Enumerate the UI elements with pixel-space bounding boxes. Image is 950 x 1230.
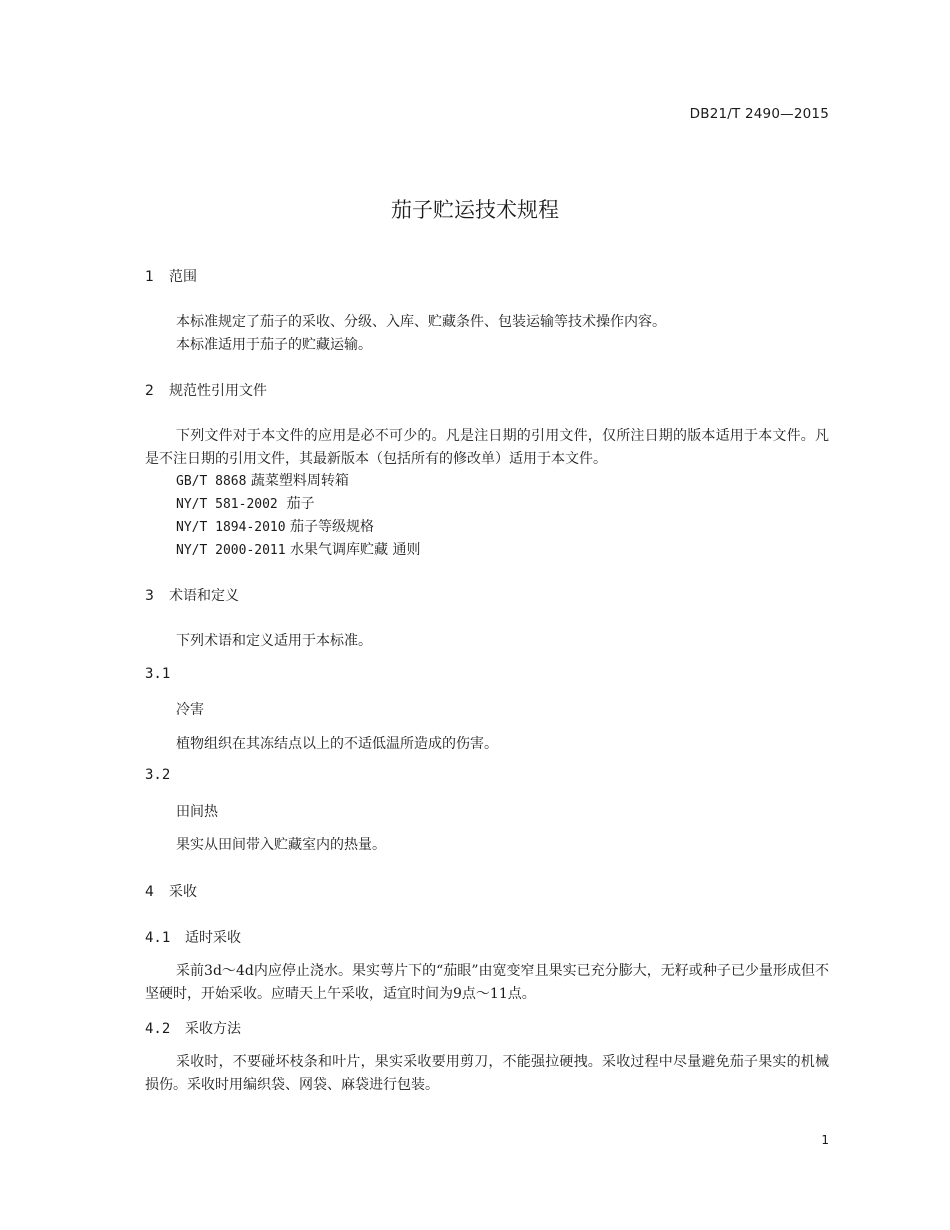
subsection-number: 4.1 [145,930,171,946]
document-title: 茄子贮运技术规程 [391,198,559,222]
normative-references-paragraph: 下列文件对于本文件的应用是必不可少的。凡是注日期的引用文件，仅所注日期的版本适用于本文件。凡是不注日期的引用文件，其最新版本（包括所有的修改单）适用于本文件。 [145,428,829,467]
section-title: 范围 [169,269,197,285]
subsection-title: 采收方法 [185,1021,241,1037]
reference-item [176,516,374,536]
section-number: 3 [145,588,154,604]
term-definition: 植物组织在其冻结点以上的不适低温所造成的伤害。 [176,736,498,752]
reference-item [176,493,315,513]
section-2-heading [145,380,267,400]
reference-code: NY/T 2000-2011 [176,543,286,558]
scope-line-1: 本标准规定了茄子的采收、分级、入库、贮藏条件、包装运输等技术操作内容。 [176,314,666,330]
page-number: 1 [821,1133,829,1147]
reference-code: GB/T 8868 [176,474,247,489]
reference-name: 茄子 [277,496,315,512]
reference-item [176,539,420,559]
section-title: 规范性引用文件 [169,383,267,399]
document-code: DB21/T 2490—2015 [689,106,829,122]
term-name: 冷害 [176,702,204,718]
term-number: 3.2 [145,767,171,783]
reference-name: 茄子等级规格 [285,519,375,535]
section-number: 4 [145,884,154,900]
section-title: 术语和定义 [169,588,239,604]
terms-intro: 下列术语和定义适用于本标准。 [176,633,372,649]
reference-name: 蔬菜塑料周转箱 [246,473,349,489]
term-definition: 果实从田间带入贮藏室内的热量。 [176,837,386,853]
section-1-heading [145,266,197,286]
subsection-4-2-heading [145,1018,241,1038]
section-4-heading [145,881,197,901]
subsection-4-1-heading [145,927,241,947]
section-number: 2 [145,383,154,399]
subsection-number: 4.2 [145,1021,171,1037]
reference-name: 水果气调库贮藏 通则 [285,542,421,558]
term-name: 田间热 [176,804,218,820]
scope-line-2: 本标准适用于茄子的贮藏运输。 [176,337,372,353]
reference-item [176,470,349,490]
harvest-method-paragraph: 采收时，不要碰坏枝条和叶片，果实采收要用剪刀，不能强拉硬拽。采收过程中尽量避免茄子果实的机械损伤。采收时用编织袋、网袋、麻袋进行包装。 [145,1054,829,1093]
timely-harvest-paragraph: 采前3d～4d内应停止浇水。果实萼片下的“茄眼”由宽变窄且果实已充分膨大，无籽或种子已少量形成但不坚硬时，开始采收。应晴天上午采收，适宜时间为9点～11点。 [145,963,829,1002]
reference-code: NY/T 1894-2010 [176,520,286,535]
term-number: 3.1 [145,666,171,682]
subsection-title: 适时采收 [185,930,241,946]
section-number: 1 [145,269,154,285]
section-title: 采收 [169,884,197,900]
reference-code: NY/T 581-2002 [176,497,278,512]
section-3-heading [145,585,239,605]
